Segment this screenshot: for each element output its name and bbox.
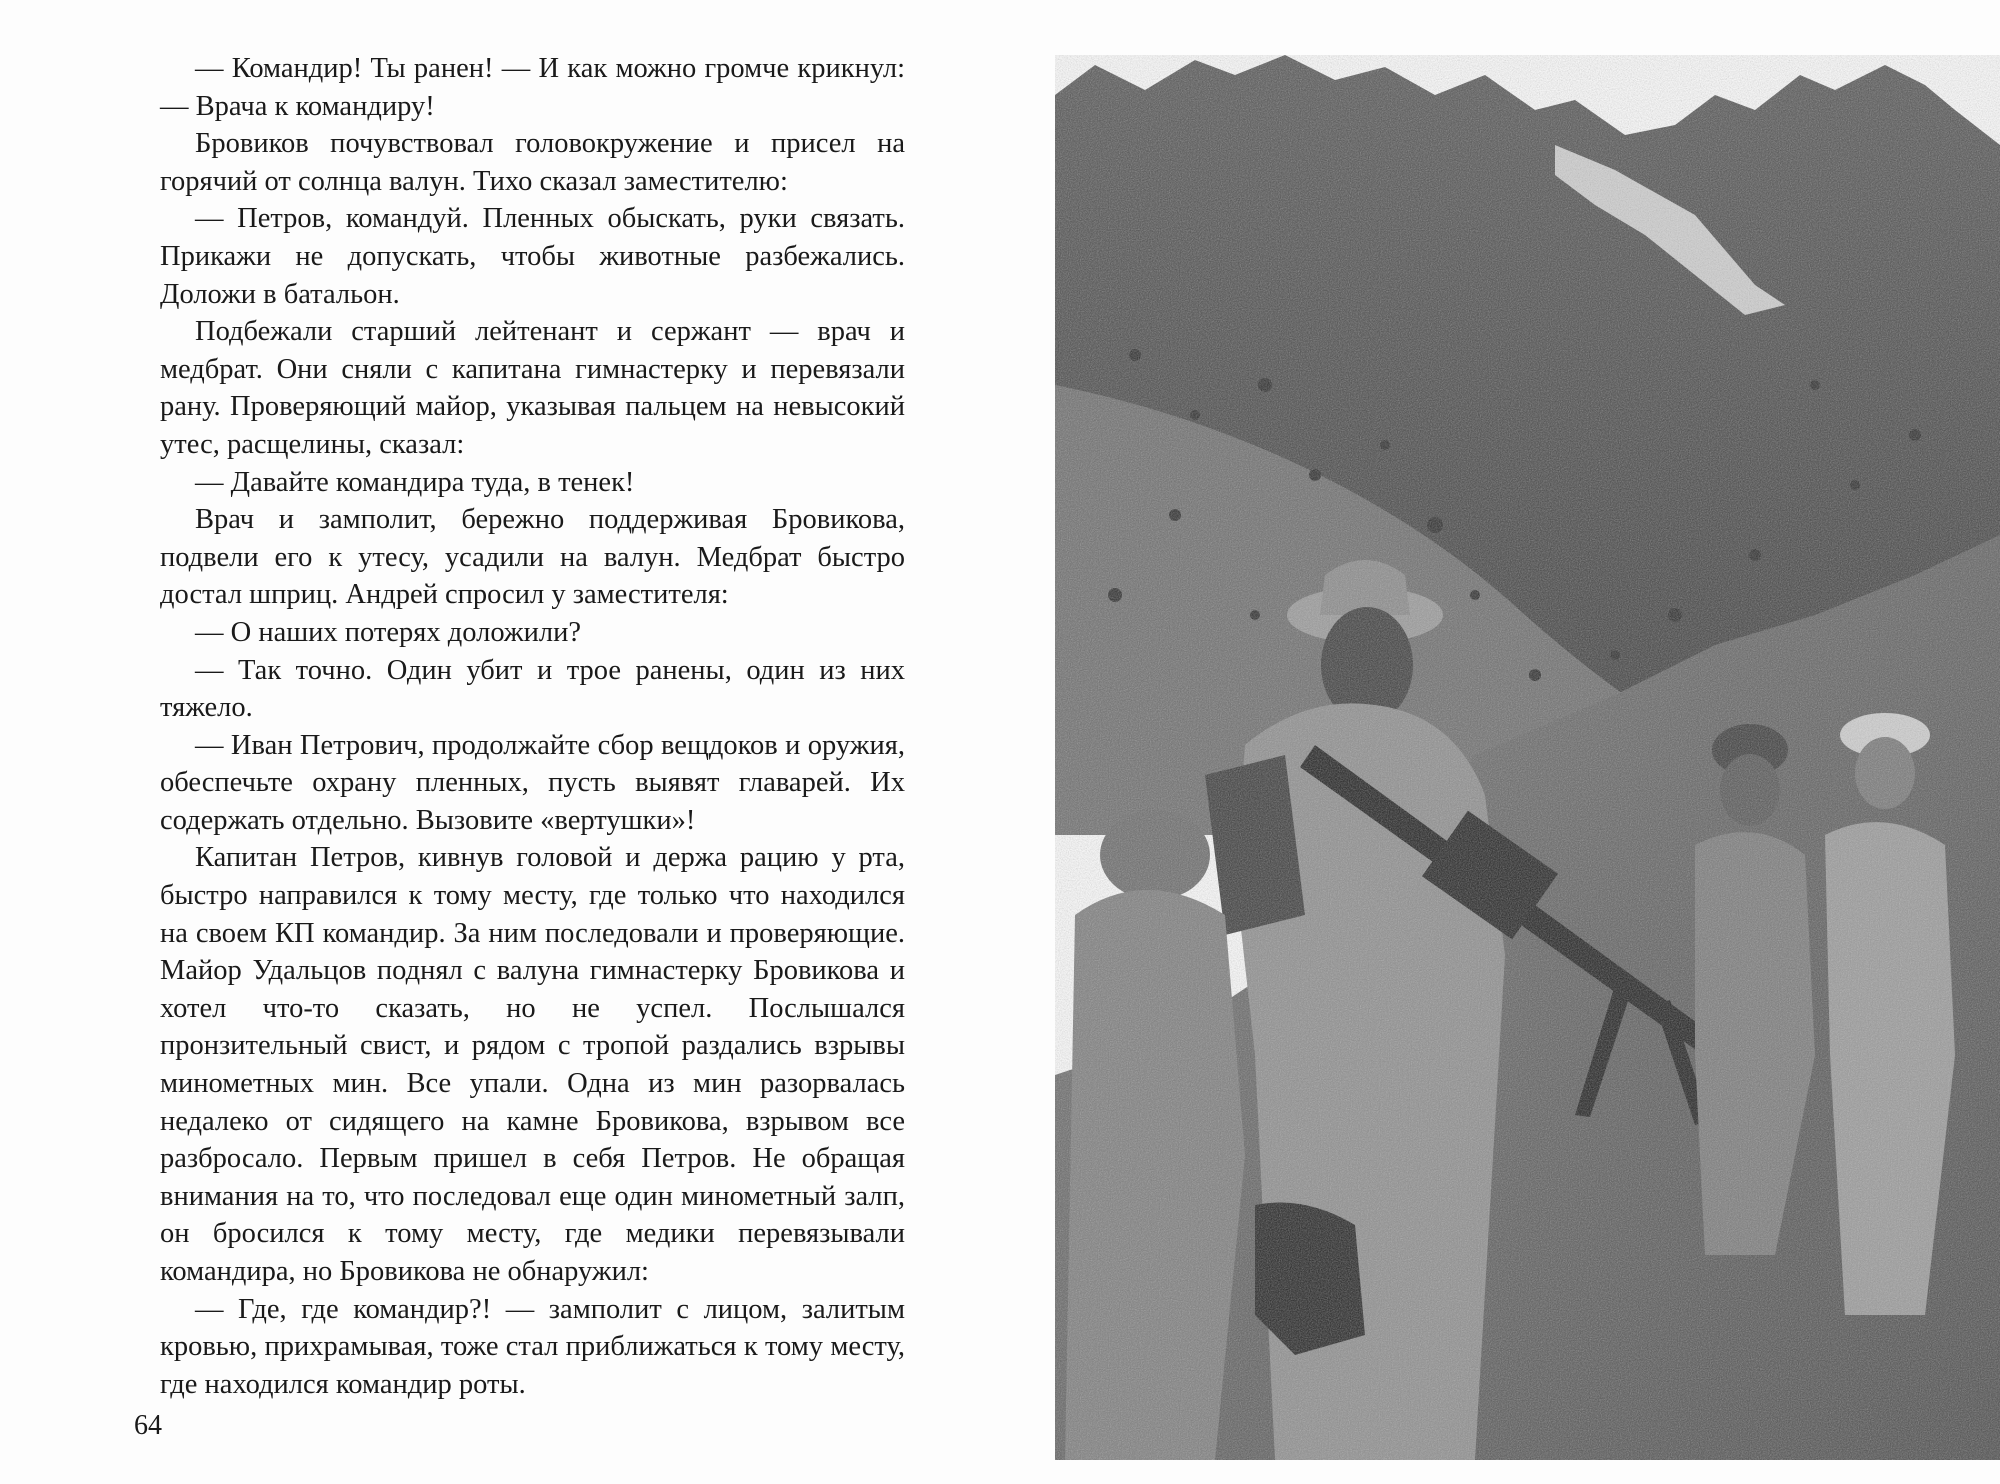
photo-grain: [1055, 55, 2000, 1460]
paragraph: — Петров, командуй. Пленных обыскать, руки связать. Прикажи не допускать, чтобы животные разбежались. Доложи в батальон.: [160, 203, 905, 310]
paragraph: Капитан Петров, кивнув головой и держа рацию у рта, быстро направился к тому месту, где только что находился на своем КП командир. За ним последовали и проверяющие. Майор Удальцов поднял с валуна гимнастерку Бровикова и хотел что-то сказать, но не успел. Послышался пронзительный свист, и рядом с тропой раздались взрывы минометных мин. Все упали. Одна из мин разорвалась недалеко от сидящего на камне Бровикова, взрывом все разбросало. Первым пришел в себя Петров. Не обращая внимания на то, что последовал еще один минометный залп, он бросился к тому месту, где медики перевязывали командира, но Бровикова не обнаружил:: [160, 842, 905, 1287]
paragraph: — Иван Петрович, продолжайте сбор вещдоков и оружия, обеспечьте охрану пленных, пусть выявят главарей. Их содержать отдельно. Вызовите «вертушки»!: [160, 729, 905, 836]
paragraph: — Так точно. Один убит и трое ранены, один из них тяжело.: [160, 654, 905, 724]
photo-illustration: [1055, 55, 2000, 1460]
paragraph: Бровиков почувствовал головокружение и присел на горячий от солнца валун. Тихо сказал заместителю:: [160, 128, 905, 197]
text-page: [160, 50, 905, 1403]
paragraph: Подбежали старший лейтенант и сержант — врач и медбрат. Они сняли с капитана гимнастерку и перевязали рану. Проверяющий майор, указывая пальцем на невысокий утес, расщелины, сказал:: [160, 316, 905, 460]
page-number: 64: [134, 1410, 162, 1441]
paragraph: — Командир! Ты ранен! — И как можно громче крикнул: — Врача к командиру!: [160, 53, 905, 122]
paragraph: — Где, где командир?! — замполит с лицом, залитым кровью, прихрамывая, тоже стал приближаться к тому месту, где находился командир роты.: [160, 1293, 905, 1400]
paragraph: — О наших потерях доложили?: [195, 616, 581, 648]
paragraph: — Давайте командира туда, в тенек!: [195, 466, 635, 498]
paragraph: Врач и замполит, бережно поддерживая Бровикова, подвели его к утесу, усадили на валун. Медбрат быстро достал шприц. Андрей спросил у заместителя:: [160, 504, 905, 611]
mountain-soldiers-photo: [1055, 55, 2000, 1460]
